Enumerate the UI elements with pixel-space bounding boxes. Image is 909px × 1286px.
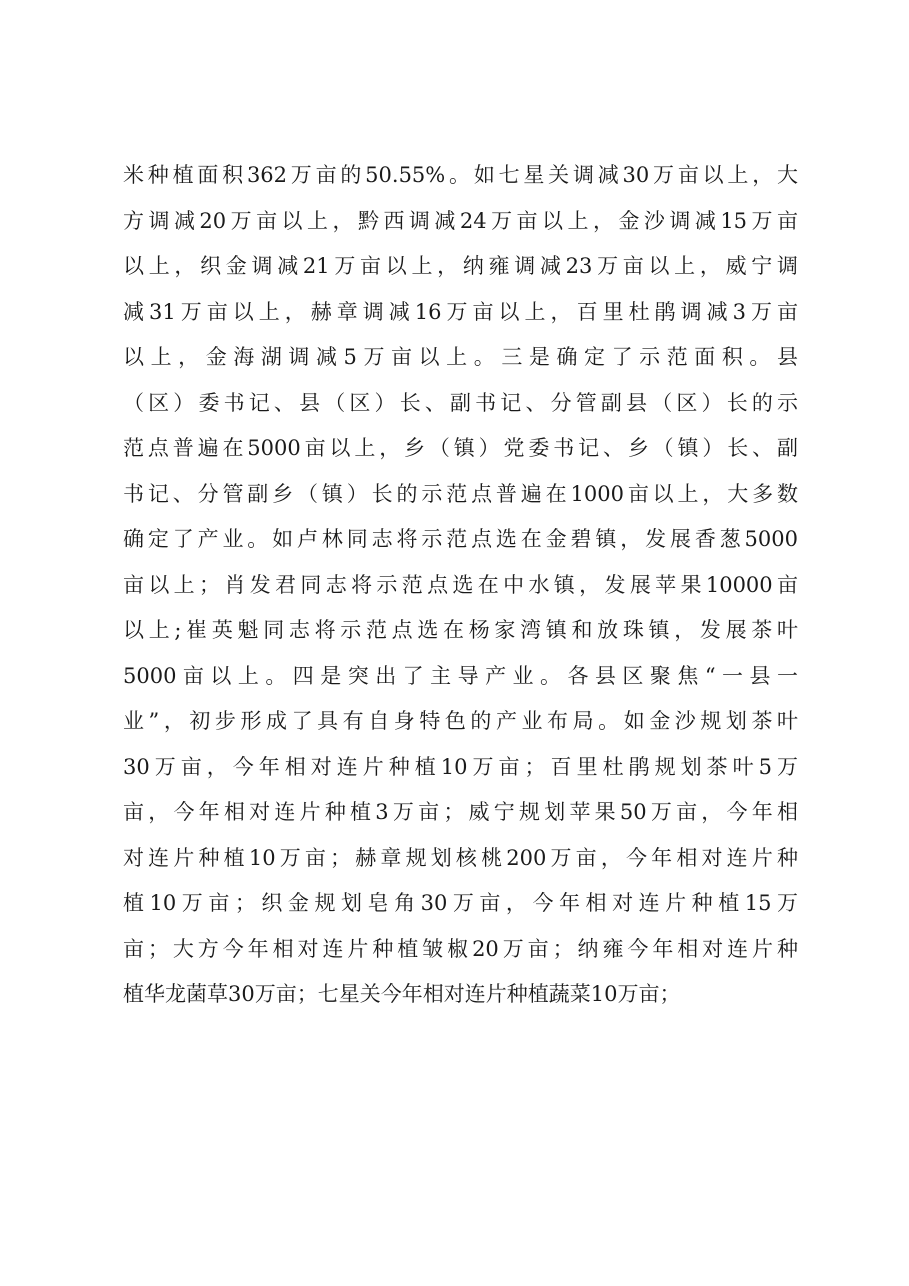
text-line: 亩，今年相对连片种植3万亩；威宁规划苹果50万亩，今年相 (123, 800, 798, 824)
text-line: 植10万亩；织金规划皂角30万亩，今年相对连片种植15万 (123, 891, 798, 915)
text-line: 对连片种植10万亩；赫章规划核桃200万亩，今年相对连片种 (123, 845, 798, 870)
text-line: 确定了产业。如卢林同志将示范点选在金碧镇，发展香葱5000 (123, 527, 798, 551)
text-line: 5000亩以上。四是突出了主导产业。各县区聚焦“一县一 (123, 663, 798, 688)
text-line: 亩以上；肖发君同志将示范点选在中水镇，发展苹果10000亩 (123, 572, 798, 597)
text-line: 以上，织金调减21万亩以上，纳雍调减23万亩以上，威宁调 (123, 254, 798, 278)
text-line: 米种植面积362万亩的50.55%。如七星关调减30万亩以上，大 (123, 163, 798, 187)
text-line: 书记、分管副乡（镇）长的示范点普遍在1000亩以上，大多数 (123, 481, 798, 506)
text-line: 以上，金海湖调减5万亩以上。三是确定了示范面积。县 (123, 345, 798, 369)
text-line: 方调减20万亩以上，黔西调减24万亩以上，金沙调减15万亩 (123, 208, 798, 233)
text-line: 范点普遍在5000亩以上，乡（镇）党委书记、乡（镇）长、副 (123, 436, 798, 460)
text-line: 以上;崔英魁同志将示范点选在杨家湾镇和放珠镇，发展茶叶 (123, 618, 798, 642)
text-line: （区）委书记、县（区）长、副书记、分管副县（区）长的示 (123, 390, 798, 415)
body-paragraph (123, 153, 798, 1018)
text-line: 业”，初步形成了具有自身特色的产业布局。如金沙规划茶叶 (123, 709, 798, 733)
text-line: 植华龙菌草30万亩；七星关今年相对连片种植蔬菜10万亩； (123, 982, 681, 1006)
text-line: 30万亩，今年相对连片种植10万亩；百里杜鹃规划茶叶5万 (123, 754, 798, 779)
text-line: 亩；大方今年相对连片种植皱椒20万亩；纳雍今年相对连片种 (123, 936, 798, 961)
text-line: 减31万亩以上，赫章调减16万亩以上，百里杜鹃调减3万亩 (123, 299, 798, 324)
